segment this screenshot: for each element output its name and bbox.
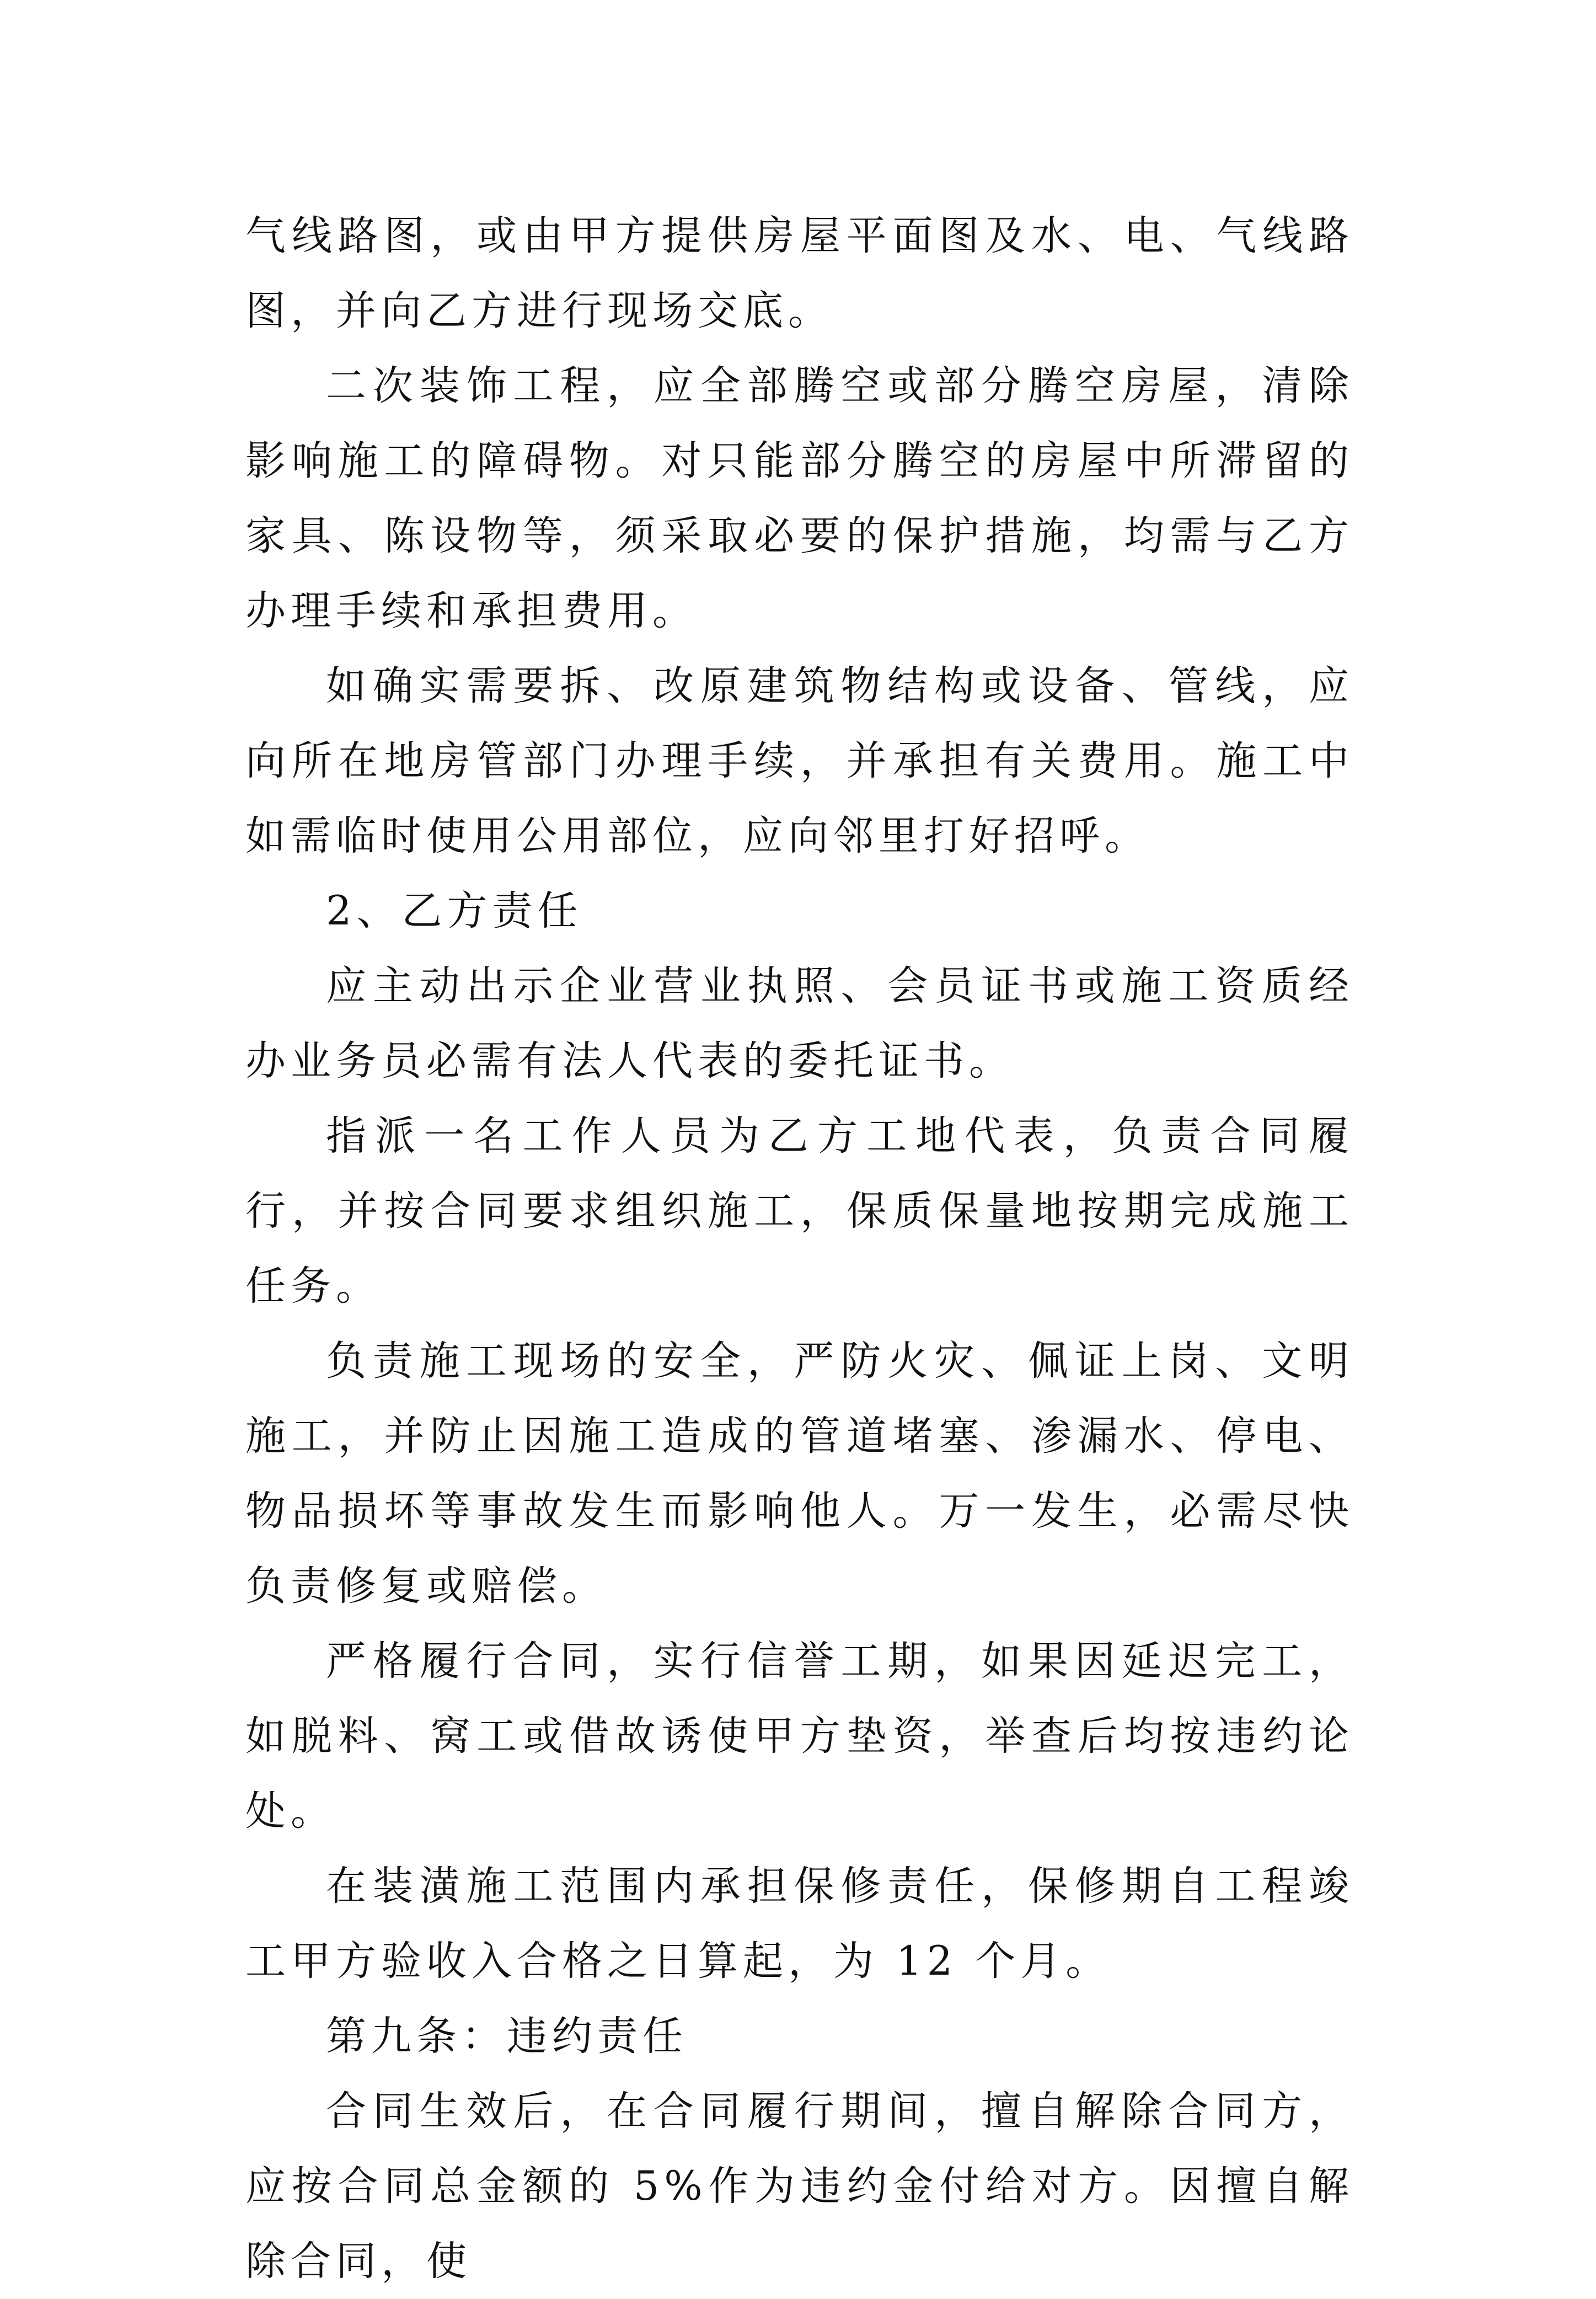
- paragraph-fulfil-contract: 严格履行合同，实行信誉工期，如果因延迟完工，如脱料、窝工或借故诱使甲方垫资，举查后均按违约论处。: [245, 1638, 1354, 1835]
- paragraph-secondary-decoration: 二次装饰工程，应全部腾空或部分腾空房屋，清除影响施工的障碍物。对只能部分腾空的房屋中所滞留的家具、陈设物等，须采取必要的保护措施，均需与乙方办理手续和承担费用。: [245, 362, 1354, 634]
- document-body: [245, 199, 1354, 2299]
- article-heading-breach-liability: 第九条：违约责任: [326, 2013, 688, 2060]
- paragraph-site-representative: 指派一名工作人员为乙方工地代表，负责合同履行，并按合同要求组织施工，保质保量地按期完成施工任务。: [245, 1113, 1354, 1309]
- paragraph-line-diagram-handover: 气线路图，或由甲方提供房屋平面图及水、电、气线路图，并向乙方进行现场交底。: [245, 212, 1354, 334]
- section-heading-party-b-responsibility: 2、乙方责任: [326, 887, 583, 934]
- paragraph-site-safety: 负责施工现场的安全，严防火灾、佩证上岗、文明施工，并防止因施工造成的管道堵塞、渗漏水、停电、物品损坏等事故发生而影响他人。万一发生，必需尽快负责修复或赔偿。: [245, 1338, 1354, 1610]
- paragraph-present-license: 应主动出示企业营业执照、会员证书或施工资质经办业务员必需有法人代表的委托证书。: [245, 963, 1354, 1084]
- paragraph-warranty: 在装潢施工范围内承担保修责任，保修期自工程竣工甲方验收入合格之日算起，为 12 个月。: [245, 1863, 1354, 1985]
- paragraph-structure-changes: 如确实需要拆、改原建筑物结构或设备、管线，应向所在地房管部门办理手续，并承担有关费用。施工中如需临时使用公用部位，应向邻里打好招呼。: [245, 662, 1354, 859]
- paragraph-termination-penalty: 合同生效后，在合同履行期间，擅自解除合同方，应按合同总金额的 5%作为违约金付给对方。因擅自解除合同，使: [245, 2088, 1354, 2285]
